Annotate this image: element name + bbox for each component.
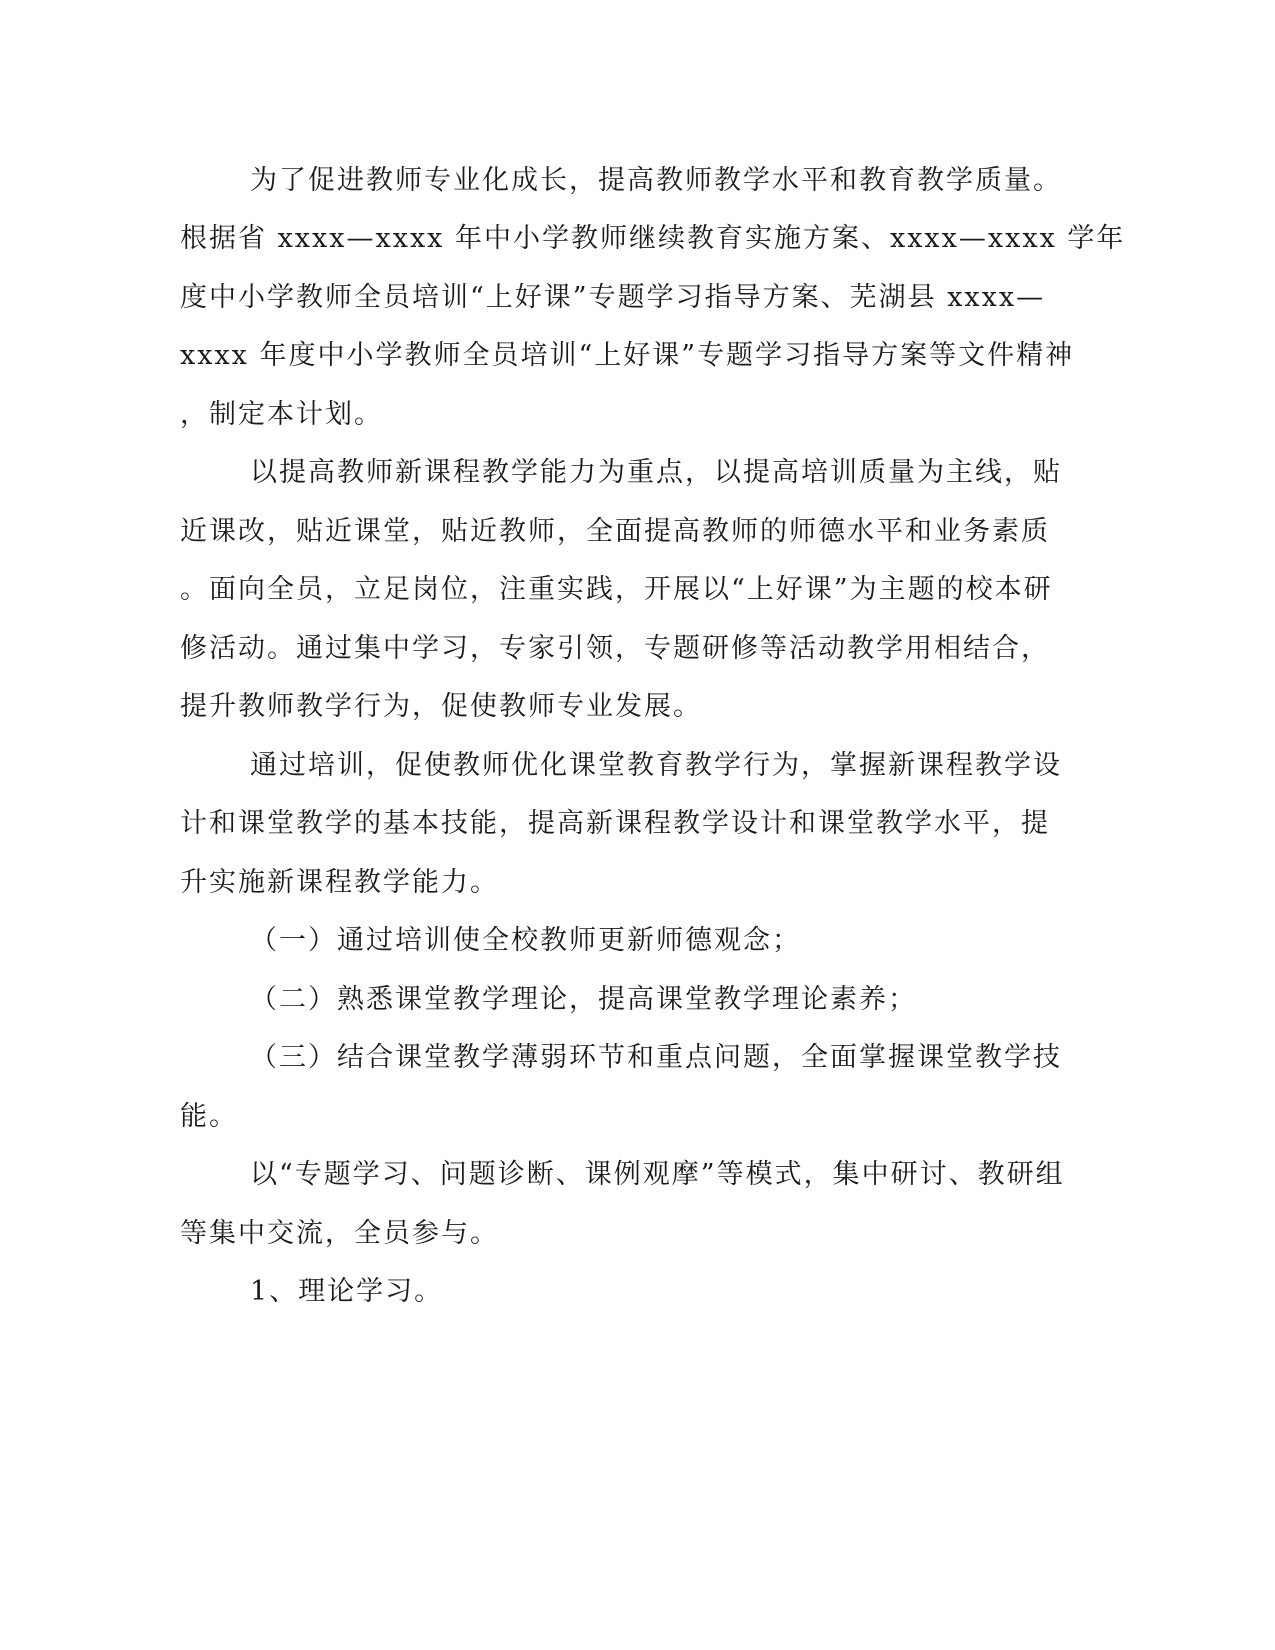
text-line: 计和课堂教学的基本技能，提高新课程教学设计和课堂教学水平，提 (180, 808, 1050, 839)
text-line: 根据省 xxxx—xxxx 年中小学教师继续教育实施方案、xxxx—xxxx 学年 (180, 223, 1126, 254)
text-line: ，制定本计划。 (180, 399, 383, 430)
text-line: 能。 (180, 1101, 238, 1132)
text-line: （三）结合课堂教学薄弱环节和重点问题，全面掌握课堂教学技 (250, 1042, 1062, 1073)
text-line: 度中小学教师全员培训“上好课”专题学习指导方案、芜湖县 xxxx— (180, 282, 1046, 313)
text-line: 等集中交流，全员参与。 (180, 1218, 499, 1249)
text-line: 通过培训，促使教师优化课堂教育教学行为，掌握新课程教学设 (250, 750, 1062, 781)
text-line: 1、理论学习。 (250, 1276, 444, 1307)
text-line: 以提高教师新课程教学能力为重点，以提高培训质量为主线，贴 (250, 457, 1062, 488)
text-line: （一）通过培训使全校教师更新师德观念； (250, 925, 801, 956)
text-line: （二）熟悉课堂教学理论，提高课堂教学理论素养； (250, 984, 917, 1015)
text-line: 近课改，贴近课堂，贴近教师，全面提高教师的师德水平和业务素质 (180, 516, 1050, 547)
text-line: 修活动。通过集中学习，专家引领，专题研修等活动教学用相结合， (180, 633, 1050, 664)
text-line: 以“专题学习、问题诊断、课例观摩”等模式，集中研讨、教研组 (250, 1159, 1065, 1190)
text-line: 升实施新课程教学能力。 (180, 867, 499, 898)
text-line: 提升教师教学行为，促使教师专业发展。 (180, 691, 702, 722)
text-line: 为了促进教师专业化成长，提高教师教学水平和教育教学质量。 (250, 165, 1062, 196)
text-line: 。面向全员，立足岗位，注重实践，开展以“上好课”为主题的校本研 (180, 574, 1053, 605)
text-line: xxxx 年度中小学教师全员培训“上好课”专题学习指导方案等文件精神 (180, 340, 1075, 371)
